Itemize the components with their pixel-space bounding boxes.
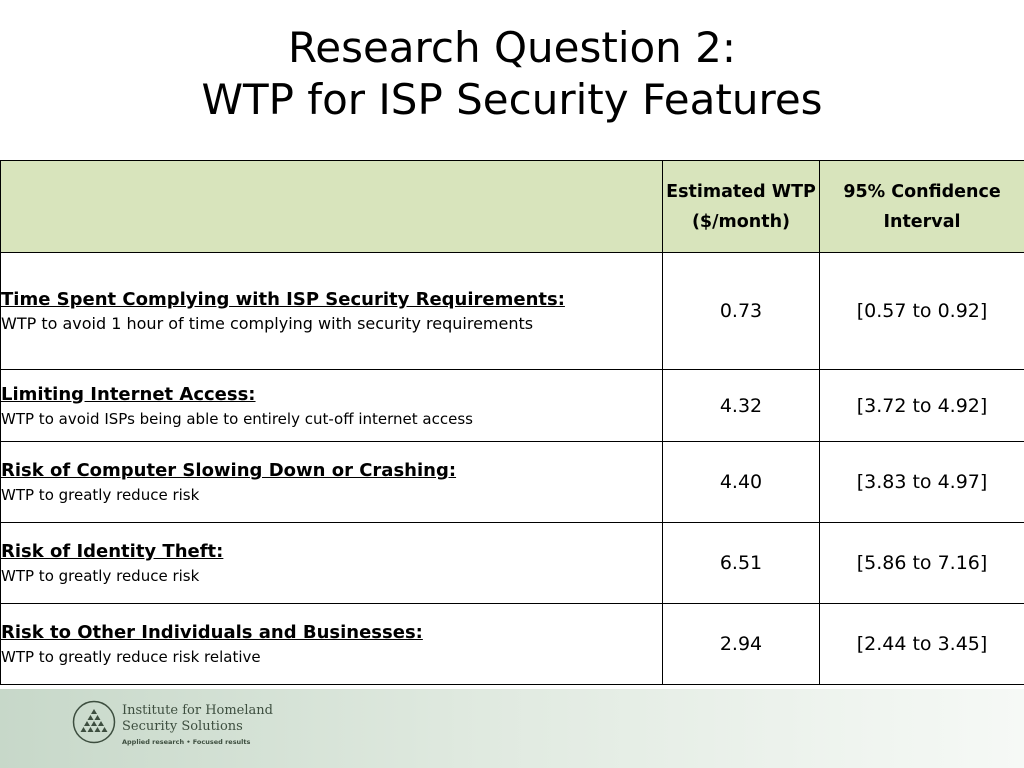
- header-cell-confidence-interval: 95% Confidence Interval: [820, 161, 1024, 253]
- logo-tagline: Applied research • Focused results: [122, 738, 251, 746]
- row-title: Limiting Internet Access:: [1, 383, 256, 405]
- table-row: [1, 370, 1024, 442]
- table-header-row: [1, 161, 1024, 253]
- row-description: WTP to avoid ISPs being able to entirely cut-off internet access: [1, 409, 473, 428]
- wtp-value: 2.94: [663, 604, 820, 685]
- wtp-value: 4.40: [663, 442, 820, 523]
- row-label-cell: [1, 370, 663, 442]
- row-label-cell: [1, 442, 663, 523]
- table-row: [1, 604, 1024, 685]
- wtp-table: [0, 160, 1024, 685]
- confidence-interval-value: [5.86 to 7.16]: [820, 523, 1024, 604]
- footer-band: [0, 689, 1024, 768]
- row-label-cell: [1, 253, 663, 370]
- wtp-value: 4.32: [663, 370, 820, 442]
- row-title: Risk of Computer Slowing Down or Crashing:: [1, 460, 457, 481]
- wtp-value: 0.73: [663, 253, 820, 370]
- slide-title-line-2: WTP for ISP Security Features: [201, 75, 823, 124]
- table-row: [1, 253, 1024, 370]
- header-cell-estimated-wtp: Estimated WTP ($/month): [663, 161, 820, 253]
- slide-title-line-1: Research Question 2:: [287, 23, 737, 72]
- row-description: WTP to greatly reduce risk relative: [1, 648, 261, 666]
- row-description: WTP to greatly reduce risk: [1, 486, 200, 504]
- row-title: Time Spent Complying with ISP Security Requirements:: [1, 289, 565, 310]
- institute-logo-text: [122, 703, 273, 747]
- confidence-interval-value: [0.57 to 0.92]: [820, 253, 1024, 370]
- confidence-interval-value: [3.72 to 4.92]: [820, 370, 1024, 442]
- row-title: Risk to Other Individuals and Businesses:: [1, 622, 423, 643]
- confidence-interval-value: [2.44 to 3.45]: [820, 604, 1024, 685]
- logo-line-1: Institute for Homeland: [122, 703, 273, 718]
- table-row: [1, 442, 1024, 523]
- slide-title: [0, 22, 1024, 126]
- row-description: WTP to avoid 1 hour of time complying with security requirements: [1, 314, 534, 333]
- row-label-cell: [1, 604, 663, 685]
- wtp-value: 6.51: [663, 523, 820, 604]
- row-description: WTP to greatly reduce risk: [1, 567, 200, 585]
- table-row: [1, 523, 1024, 604]
- institute-logo-icon: [72, 700, 116, 744]
- confidence-interval-value: [3.83 to 4.97]: [820, 442, 1024, 523]
- row-title: Risk of Identity Theft:: [1, 541, 224, 562]
- row-label-cell: [1, 523, 663, 604]
- header-cell-blank: [1, 161, 663, 253]
- logo-line-2: Security Solutions: [122, 719, 243, 734]
